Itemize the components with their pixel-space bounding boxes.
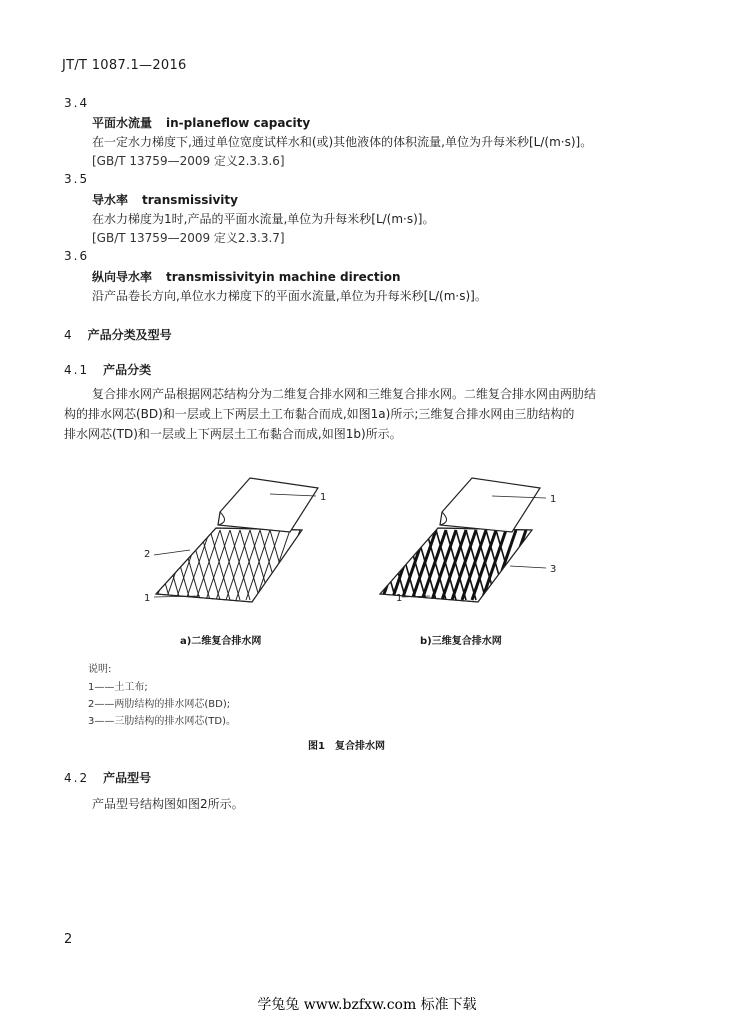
label-1: 1 (396, 593, 403, 604)
term-number: 3.5 (64, 172, 90, 186)
term-title (92, 268, 401, 285)
paragraph-line: 构的排水网芯(BD)和一层或上下两层土工布黏合而成,如图1a)所示;三维复合排水网由三肋结构的 (64, 407, 575, 421)
section-heading (64, 326, 172, 343)
drainage-net-3d-illustration (362, 478, 546, 602)
section-title: 产品分类 (103, 363, 152, 377)
term-en: transmissivity (142, 193, 238, 207)
standard-number: JT/T 1087.1—2016 (62, 58, 187, 73)
term-number: 3.6 (64, 249, 90, 263)
section-number: 4 (64, 328, 74, 342)
term-reference: [GB/T 13759—2009 定义2.3.3.6] (92, 154, 285, 168)
term-en: transmissivityin machine direction (166, 270, 401, 284)
legend-title: 说明: (88, 664, 112, 675)
figure-1-drawing (130, 470, 580, 620)
term-title (92, 191, 238, 208)
term-zh: 导水率 (92, 193, 129, 207)
term-reference: [GB/T 13759—2009 定义2.3.3.7] (92, 231, 285, 245)
section-number: 4.2 (64, 771, 90, 785)
term-en: in-planeflow capacity (166, 116, 311, 130)
term-definition: 沿产品卷长方向,单位水力梯度下的平面水流量,单位为升每米秒[L/(m·s)]。 (92, 289, 487, 303)
label-2: 2 (144, 549, 151, 560)
figure-caption: 图1 复合排水网 (308, 741, 385, 752)
section-number: 4.1 (64, 363, 90, 377)
term-number: 3.4 (64, 96, 90, 110)
label-1: 1 (144, 593, 151, 604)
subfigure-caption-b: b)三维复合排水网 (420, 636, 502, 647)
paragraph-line: 排水网芯(TD)和一层或上下两层土工布黏合而成,如图1b)所示。 (64, 427, 402, 441)
label-3: 3 (550, 564, 557, 575)
term-title (92, 114, 310, 131)
subsection-heading (64, 361, 151, 378)
paragraph: 产品型号结构图如图2所示。 (92, 797, 244, 811)
label-1: 1 (320, 492, 327, 503)
legend-item: 1——土工布; (88, 682, 148, 693)
drainage-net-2d-illustration (136, 478, 318, 602)
term-definition: 在水力梯度为1时,产品的平面水流量,单位为升每米秒[L/(m·s)]。 (92, 212, 435, 226)
section-title: 产品型号 (103, 771, 152, 785)
footer-watermark: 学兔兔 www.bzfxw.com 标准下载 (257, 997, 477, 1013)
term-zh: 平面水流量 (92, 116, 153, 130)
section-title: 产品分类及型号 (87, 328, 172, 342)
subsection-heading (64, 769, 151, 786)
label-1: 1 (550, 494, 557, 505)
page-number: 2 (64, 932, 73, 947)
legend-item: 2——两肋结构的排水网芯(BD); (88, 699, 231, 710)
subfigure-caption-a: a)二维复合排水网 (180, 636, 262, 647)
paragraph-line: 复合排水网产品根据网芯结构分为二维复合排水网和三维复合排水网。二维复合排水网由两肋结 (92, 387, 597, 401)
term-definition: 在一定水力梯度下,通过单位宽度试样水和(或)其他液体的体积流量,单位为升每米秒[L/(m·s)]。 (92, 135, 593, 149)
legend-item: 3——三肋结构的排水网芯(TD)。 (88, 716, 236, 727)
term-zh: 纵向导水率 (92, 270, 153, 284)
